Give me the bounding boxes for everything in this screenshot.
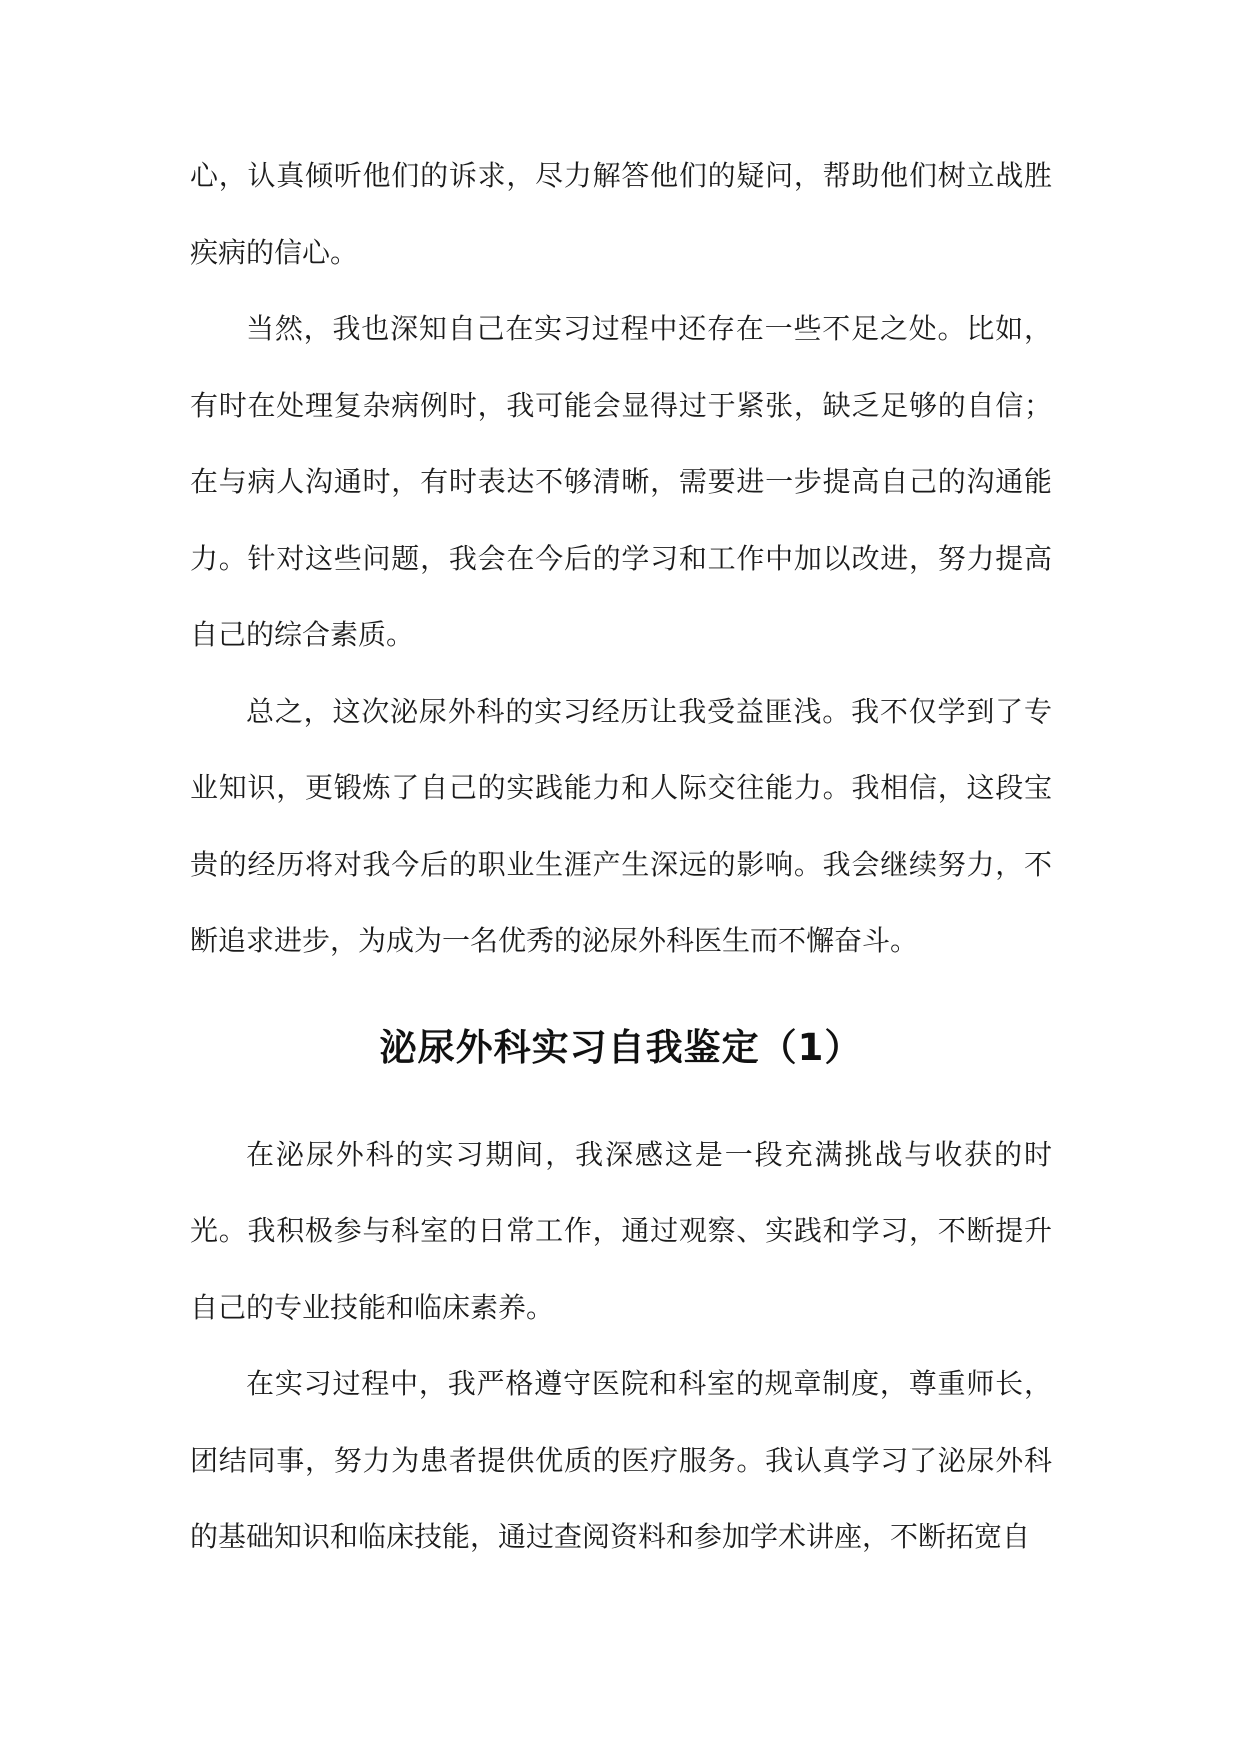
practice-paragraph: 在实习过程中，我严格遵守医院和科室的规章制度，尊重师长，团结同事，努力为患者提供优质的医疗服务。我认真学习了泌尿外科的基础知识和临床技能，通过查阅资料和参加学术讲座，不断拓宽自 [190, 1367, 1052, 1553]
shortcomings-paragraph: 当然，我也深知自己在实习过程中还存在一些不足之处。比如，有时在处理复杂病例时，我可能会显得过于紧张，缺乏足够的自信；在与病人沟通时，有时表达不够清晰，需要进一步提高自己的沟通能力。针对这些问题，我会在今后的学习和工作中加以改进，努力提高自己的综合素质。 [190, 312, 1052, 651]
document-body [190, 138, 1052, 1576]
conclusion-paragraph: 总之，这次泌尿外科的实习经历让我受益匪浅。我不仅学到了专业知识，更锻炼了自己的实践能力和人际交往能力。我相信，这段宝贵的经历将对我今后的职业生涯产生深远的影响。我会继续努力，不断追求进步，为成为一名优秀的泌尿外科医生而不懈奋斗。 [190, 694, 1052, 957]
section-title: 泌尿外科实习自我鉴定（1） [379, 1025, 863, 1069]
continued-paragraph: 心，认真倾听他们的诉求，尽力解答他们的疑问，帮助他们树立战胜疾病的信心。 [190, 159, 1052, 269]
intro-paragraph: 在泌尿外科的实习期间，我深感这是一段充满挑战与收获的时光。我积极参与科室的日常工作，通过观察、实践和学习，不断提升自己的专业技能和临床素养。 [190, 1137, 1052, 1324]
